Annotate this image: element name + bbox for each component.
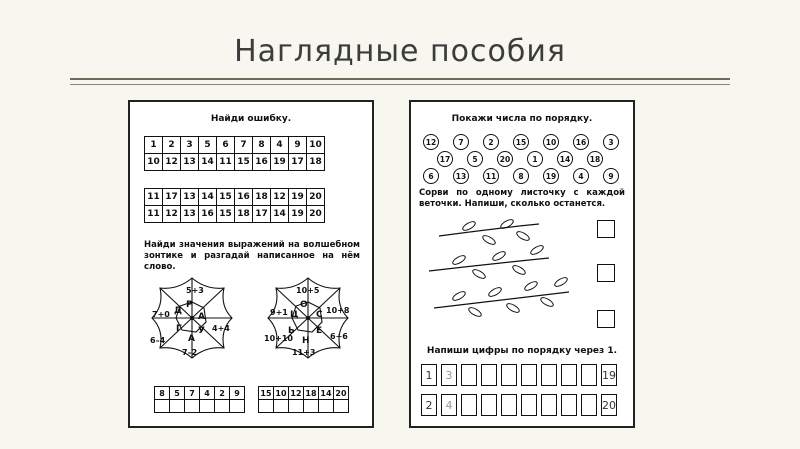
sequence-cell[interactable] — [481, 364, 497, 386]
umbrella2-expr-top: 10+5 — [296, 286, 320, 295]
number-circle[interactable]: 15 — [513, 134, 529, 150]
answer-box-2[interactable] — [597, 264, 615, 282]
sequence-cell[interactable] — [541, 364, 557, 386]
branches-illustration — [419, 216, 579, 326]
sequence-cell[interactable]: 20 — [601, 394, 617, 416]
grid-cell: 17 — [289, 154, 307, 171]
number-circle[interactable]: 6 — [423, 168, 439, 184]
grid-cell: 7 — [185, 387, 200, 400]
empty-answer-cell[interactable] — [230, 400, 245, 413]
empty-answer-cell[interactable] — [200, 400, 215, 413]
sequence-cell[interactable] — [521, 364, 537, 386]
grid-cell: 12 — [271, 189, 289, 206]
grid-cell: 9 — [289, 137, 307, 154]
grid-cell: 16 — [235, 189, 253, 206]
umbrella2-letter: Ь — [288, 326, 295, 336]
grid-cell: 14 — [320, 388, 332, 398]
grid-cell: 20 — [307, 189, 325, 206]
grid-cell: 20 — [335, 388, 347, 398]
umbrella1-letter: Д — [174, 306, 183, 316]
sequence-cell[interactable] — [521, 394, 537, 416]
sequence-cell[interactable]: 3 — [441, 364, 457, 386]
grid-cell: 18 — [253, 189, 271, 206]
empty-answer-cell[interactable] — [334, 400, 349, 413]
number-circle[interactable]: 7 — [453, 134, 469, 150]
grid-cell: 14 — [199, 154, 217, 171]
task-order-title: Покажи числа по порядку. — [451, 114, 593, 124]
grid-cell: 5 — [170, 387, 185, 400]
grid-cell: 11 — [145, 189, 163, 206]
grid-cell: 19 — [271, 154, 289, 171]
sequence-cell[interactable] — [581, 364, 597, 386]
umbrella2-expr-left: 9+1 — [270, 308, 288, 317]
number-circle[interactable]: 3 — [603, 134, 619, 150]
sequence-cell[interactable]: 1 — [421, 364, 437, 386]
umbrella1-letter: У — [198, 326, 205, 336]
sequence-cell[interactable] — [581, 394, 597, 416]
empty-answer-cell[interactable] — [170, 400, 185, 413]
grid-cell: 13 — [181, 206, 199, 223]
grid-cell: 16 — [253, 154, 271, 171]
empty-answer-cell[interactable] — [155, 400, 170, 413]
grid-cell: 11 — [217, 154, 235, 171]
umbrella1-expr-right: 4+4 — [212, 324, 230, 333]
umbrella2-letter: Е — [316, 326, 323, 336]
number-circle[interactable]: 16 — [573, 134, 589, 150]
sequence-cell[interactable]: 19 — [601, 364, 617, 386]
task-sequence-title: Напиши цифры по порядку через 1. — [426, 346, 618, 356]
grid-cell: 6 — [217, 137, 235, 154]
grid-cell: 9 — [230, 387, 245, 400]
empty-answer-cell[interactable] — [274, 400, 289, 413]
answer-grid-1 — [154, 386, 245, 413]
sequence-cell[interactable] — [501, 364, 517, 386]
sequence-cell[interactable]: 4 — [441, 394, 457, 416]
umbrella1-letter: Р — [186, 300, 193, 310]
grid-cell: 10 — [145, 154, 163, 171]
sequence-cell[interactable] — [461, 364, 477, 386]
empty-answer-cell[interactable] — [259, 400, 274, 413]
umbrella2-letter: О — [300, 300, 308, 310]
umbrella1-letter: А — [198, 312, 205, 322]
number-circle[interactable]: 12 — [423, 134, 439, 150]
answer-box-1[interactable] — [597, 220, 615, 238]
title-divider-thin — [70, 84, 730, 85]
grid-cell: 8 — [155, 387, 170, 400]
grid-cell: 10 — [307, 137, 325, 154]
grid-cell: 17 — [253, 206, 271, 223]
umbrella1-letter: Г — [176, 324, 182, 334]
grid-cell: 20 — [307, 206, 325, 223]
number-circle[interactable]: 10 — [543, 134, 559, 150]
title-divider — [70, 78, 730, 80]
number-circle[interactable]: 19 — [543, 168, 559, 184]
umbrella1-expr-left-bottom: 6–4 — [150, 336, 166, 345]
grid-cell: 13 — [181, 154, 199, 171]
sequence-cell[interactable] — [481, 394, 497, 416]
grid-cell: 18 — [305, 388, 317, 398]
grid-cell: 15 — [235, 154, 253, 171]
grid-cell: 4 — [200, 387, 215, 400]
grid-cell: 19 — [289, 206, 307, 223]
grid-cell: 14 — [199, 189, 217, 206]
number-grid-a — [144, 136, 325, 171]
page-title: Наглядные пособия — [234, 34, 566, 69]
umbrella1-expr-left: 7+0 — [152, 310, 170, 319]
number-circle[interactable]: 2 — [483, 134, 499, 150]
sequence-cell[interactable] — [501, 394, 517, 416]
grid-cell: 3 — [181, 137, 199, 154]
umbrella2-letter: С — [316, 310, 323, 320]
task-find-error-title: Найди ошибку. — [210, 114, 292, 124]
umbrella1-expr-bottom: 7–2 — [182, 348, 198, 357]
grid-cell: 1 — [145, 137, 163, 154]
number-circle[interactable]: 8 — [513, 168, 529, 184]
number-circle[interactable]: 17 — [437, 151, 453, 167]
grid-cell: 5 — [199, 137, 217, 154]
grid-cell: 14 — [271, 206, 289, 223]
number-circle[interactable]: 14 — [557, 151, 573, 167]
sequence-cell[interactable]: 2 — [421, 394, 437, 416]
umbrella1-expr-top: 5+3 — [186, 286, 204, 295]
grid-cell: 19 — [289, 189, 307, 206]
grid-cell: 8 — [253, 137, 271, 154]
umbrella2-expr-right-top: 10+8 — [326, 306, 350, 315]
empty-answer-cell[interactable] — [319, 400, 334, 413]
number-circle[interactable]: 11 — [483, 168, 499, 184]
task-leaves-text: Сорви по одному листочку с каждой веточки. Напиши, сколько останется. — [419, 188, 625, 209]
umbrella2-letter: Ц — [290, 310, 299, 320]
sequence-cell[interactable] — [541, 394, 557, 416]
number-circle[interactable]: 5 — [467, 151, 483, 167]
task-umbrella-text: Найди значения выражений на волшебном зонтике и разгадай написанное на нём слово. — [144, 240, 360, 272]
empty-answer-cell[interactable] — [215, 400, 230, 413]
number-circle[interactable]: 1 — [527, 151, 543, 167]
sequence-cell[interactable] — [561, 364, 577, 386]
number-circle[interactable]: 4 — [573, 168, 589, 184]
empty-answer-cell[interactable] — [289, 400, 304, 413]
answer-box-3[interactable] — [597, 310, 615, 328]
number-circle[interactable]: 9 — [603, 168, 619, 184]
grid-cell: 12 — [163, 154, 181, 171]
number-circle[interactable]: 20 — [497, 151, 513, 167]
number-circle[interactable]: 18 — [587, 151, 603, 167]
grid-cell: 2 — [163, 137, 181, 154]
number-grid-b — [144, 188, 325, 223]
sequence-cell[interactable] — [561, 394, 577, 416]
grid-cell: 7 — [235, 137, 253, 154]
grid-cell: 11 — [145, 206, 163, 223]
grid-cell: 15 — [217, 206, 235, 223]
grid-cell: 15 — [260, 388, 272, 398]
grid-cell: 15 — [217, 189, 235, 206]
grid-cell: 12 — [163, 206, 181, 223]
grid-cell: 16 — [199, 206, 217, 223]
number-circle[interactable]: 13 — [453, 168, 469, 184]
grid-cell: 10 — [275, 388, 287, 398]
umbrella2-expr-right: 6+6 — [330, 332, 348, 341]
workbook-page-right — [409, 100, 635, 428]
grid-cell: 13 — [181, 189, 199, 206]
grid-cell: 18 — [235, 206, 253, 223]
empty-answer-cell[interactable] — [304, 400, 319, 413]
sequence-cell[interactable] — [461, 394, 477, 416]
empty-answer-cell[interactable] — [185, 400, 200, 413]
answer-grid-2 — [258, 386, 349, 413]
umbrella2-letter: Н — [302, 336, 310, 346]
grid-cell: 17 — [163, 189, 181, 206]
umbrella2-expr-bottom: 11+3 — [292, 348, 316, 357]
workbook-page-left — [128, 100, 374, 428]
grid-cell: 2 — [215, 387, 230, 400]
grid-cell: 4 — [271, 137, 289, 154]
grid-cell: 18 — [307, 154, 325, 171]
umbrella1-letter: А — [188, 334, 195, 344]
umbrella2-expr-left-bottom: 10+10 — [264, 334, 293, 343]
grid-cell: 12 — [290, 388, 302, 398]
